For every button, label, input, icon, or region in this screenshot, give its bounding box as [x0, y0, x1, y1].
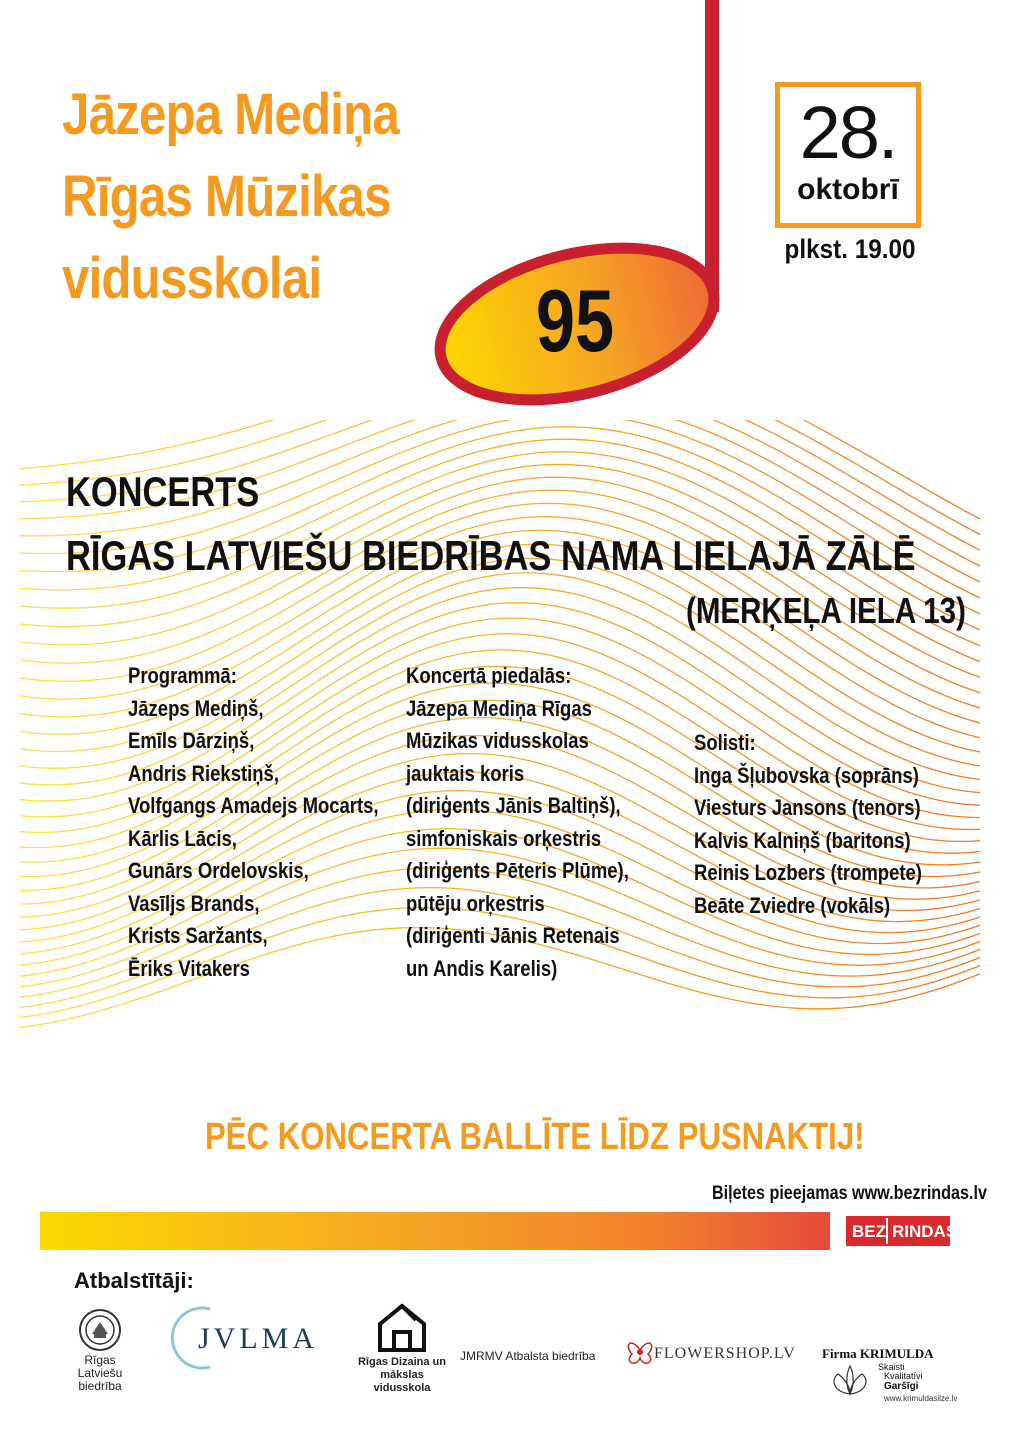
- krimulda-url: www.krimuldasilze.lv: [884, 1394, 958, 1403]
- list-item: Krists Saržants,: [128, 923, 268, 948]
- bezrindas-logo-left: BEZ: [852, 1222, 886, 1241]
- concert-line-1: KONCERTS: [66, 468, 260, 515]
- list-item: Mūzikas vidusskolas: [406, 728, 589, 753]
- list-item: Jāzeps Mediņš,: [128, 695, 264, 721]
- rlb-logo-text: Rīgas Latviešu biedrība: [77, 1353, 123, 1393]
- party-announcement: PĒC KONCERTA BALLĪTE LĪDZ PUSNAKTIJ!: [205, 1116, 865, 1158]
- list-item: Vasīljs Brands,: [128, 890, 260, 916]
- concert-time: plkst. 19.00: [784, 234, 916, 264]
- poster-title: [62, 74, 399, 320]
- list-item: Viesturs Jansons (tenors): [694, 795, 921, 820]
- bezrindas-logo-right: RINDAS.LV: [892, 1222, 983, 1241]
- gradient-bar: [40, 1212, 830, 1250]
- list-item: (diriģenti Jānis Retenais: [406, 923, 620, 948]
- list-item: Volfgangs Amadejs Mocarts,: [128, 793, 379, 818]
- title-line-3: vidusskolai: [62, 246, 322, 311]
- list-item: pūtēju orķestris: [406, 890, 545, 916]
- list-item: un Andis Karelis): [406, 955, 558, 981]
- krimulda-tag-3: Garšīgi: [884, 1381, 919, 1392]
- concert-venue: RĪGAS LATVIEŠU BIEDRĪBAS NAMA LIELAJĀ ZĀLĒ: [66, 532, 916, 579]
- anniversary-number: 95: [535, 271, 615, 370]
- program-column: [128, 660, 379, 985]
- krimulda-name: Firma KRIMULDA: [822, 1346, 934, 1361]
- rdmv-logo-text: Rīgas Dizaina un mākslas vidusskola: [357, 1356, 447, 1394]
- jvlma-logo-text: JVLMA: [198, 1322, 319, 1355]
- participants-heading: Koncertā piedalās:: [406, 663, 572, 688]
- rlb-emblem-icon: [78, 1308, 122, 1352]
- jmrmv-logo-text: JMRMV Atbalsta biedrība: [460, 1349, 596, 1363]
- list-item: Emīls Dārziņš,: [128, 728, 255, 753]
- participants-column: [406, 660, 629, 985]
- soloists-column: [694, 727, 922, 922]
- list-item: Reinis Lozbers (trompete): [694, 860, 922, 885]
- list-item: (diriģents Jānis Baltiņš),: [406, 793, 621, 818]
- bezrindas-logo[interactable]: [846, 1216, 983, 1246]
- logo-divider: [886, 1218, 888, 1244]
- venue-address: (MERĶEĻA IELA 13): [686, 590, 966, 631]
- program-heading: Programmā:: [128, 663, 237, 688]
- list-item: (diriģents Pēteris Plūme),: [406, 858, 629, 883]
- list-item: Kārlis Lācis,: [128, 825, 237, 851]
- leaf-icon: [824, 1364, 876, 1400]
- list-item: jauktais koris: [406, 760, 525, 786]
- title-line-1: Jāzepa Mediņa: [62, 82, 399, 147]
- tickets-link[interactable]: Biļetes pieejamas www.bezrindas.lv: [712, 1183, 987, 1204]
- list-item: Gunārs Ordelovskis,: [128, 858, 309, 883]
- krimulda-tag-1: Skaisti: [878, 1362, 905, 1372]
- list-item: Inga Šļubovska (soprāns): [694, 762, 919, 788]
- supporters-heading: Atbalstītāji:: [74, 1268, 194, 1293]
- house-icon: [372, 1302, 432, 1354]
- date-day: 28.: [799, 91, 897, 174]
- date-box: [775, 82, 921, 228]
- list-item: Kalvis Kalniņš (baritons): [694, 827, 911, 853]
- flowershop-logo-text: FLOWERSHOP.LV: [654, 1345, 796, 1362]
- soloists-heading: Solisti:: [694, 730, 756, 755]
- date-month: oktobrī: [797, 173, 899, 206]
- list-item: simfoniskais orķestris: [406, 825, 602, 851]
- krimulda-tag-2: Kvalitatīvi: [884, 1371, 923, 1381]
- list-item: Beāte Zviedre (vokāls): [694, 892, 891, 918]
- concert-heading: [66, 460, 916, 588]
- title-line-2: Rīgas Mūzikas: [62, 164, 391, 229]
- list-item: Ēriks Vitakers: [128, 955, 250, 981]
- list-item: Jāzepa Mediņa Rīgas: [406, 695, 592, 721]
- list-item: Andris Riekstiņš,: [128, 760, 279, 786]
